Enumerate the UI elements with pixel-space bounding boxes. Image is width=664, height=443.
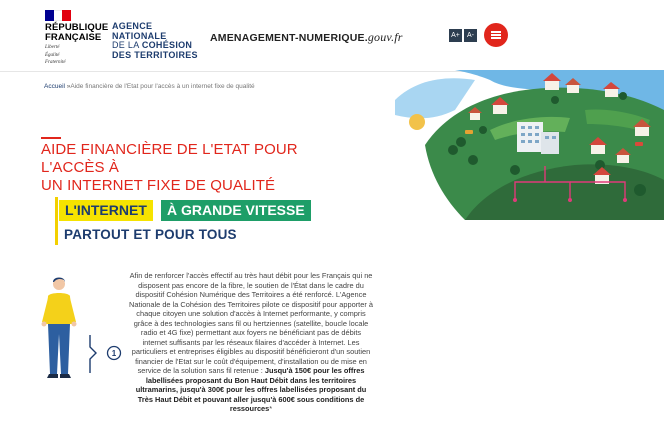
republique-francaise-logo[interactable] <box>45 10 109 65</box>
page-title-line1: AIDE FINANCIÈRE DE L'ETAT POUR L'ACCÈS À <box>41 141 298 176</box>
page-title <box>41 141 341 195</box>
hamburger-icon <box>491 31 501 39</box>
banner-green-label: À GRANDE VITESSE <box>161 200 311 221</box>
body-strong-text: Jusqu'à 150€ pour les offres labellisées proposant du Bon Haut Débit dans les territoires ultramarins, jusqu'à 300€ pour les offres labellisées proposant du Très Haut Débit et pouvant aller jusqu'à 600€ sous conditions de ressources <box>135 366 367 413</box>
motto-fraternite: Fraternité <box>45 60 66 65</box>
site-header <box>0 0 664 72</box>
body-text: Afin de renforcer l'accès effectif au très haut débit pour les Français qui ne disposent pas encore de la fibre, le soutien de l'État dans le cadre du dispositif Cohésion Numérique des Territoires a été renforcé. L'Agence Nationale de la Cohésion des Territoires pilote ce dispositif pour apporter à chaque citoyen une solution d'accès à Internet performante, y compris grâce à des technologies sans fil ou hertziennes (satellite, boucle locale radio et 4G fixe) permettant aux foyers ne bénéficiant pas de débits internet suffisants par les réseaux filaires d'accéder à Internet. Les particuliers et entreprises éligibles au dispositif bénéficieront d'un soutien financier de l'Etat sur le coût d'équipement, d'installation ou de mise en service de la solution sans fil retenue : <box>129 271 373 375</box>
republique-line1: RÉPUBLIQUE <box>45 22 109 33</box>
anct-line4: DES TERRITOIRES <box>112 49 198 60</box>
site-domain: gouv.fr <box>367 30 403 44</box>
banner-accent-bar <box>55 197 58 245</box>
body-paragraph <box>128 271 374 414</box>
font-decrease-button[interactable]: A- <box>464 29 477 42</box>
motto-liberte: Liberté <box>45 45 60 50</box>
anct-line2: NATIONALE <box>112 30 167 41</box>
title-accent-rule <box>41 137 61 139</box>
step-number: 1 <box>111 349 117 358</box>
motto-egalite: Égalité <box>45 52 60 58</box>
anct-line1: AGENCE <box>112 21 153 31</box>
body-asterisk: * <box>269 404 273 413</box>
breadcrumb <box>44 83 255 90</box>
menu-button[interactable] <box>484 23 508 47</box>
person-illustration <box>38 274 83 384</box>
village-illustration <box>395 70 664 220</box>
banner-yellow-label: L'INTERNET <box>59 200 153 221</box>
breadcrumb-separator: » <box>64 83 71 90</box>
french-flag-icon <box>45 10 71 21</box>
site-name-link[interactable] <box>210 30 403 45</box>
banner-subtitle: PARTOUT ET POUR TOUS <box>64 227 237 242</box>
step-connector <box>88 333 128 373</box>
anct-line3: DE LA COHÉSION <box>112 40 193 50</box>
anct-logo[interactable] <box>112 22 198 60</box>
font-increase-button[interactable]: A+ <box>449 29 462 42</box>
page-title-line2: UN INTERNET FIXE DE QUALITÉ <box>41 177 276 194</box>
site-name: AMENAGEMENT-NUMERIQUE. <box>210 32 368 44</box>
breadcrumb-current: Aide financière de l'Etat pour l'accès à un internet fixe de qualité <box>70 83 255 90</box>
republique-line2: FRANÇAISE <box>45 32 102 43</box>
breadcrumb-home[interactable]: Accueil <box>44 83 65 90</box>
